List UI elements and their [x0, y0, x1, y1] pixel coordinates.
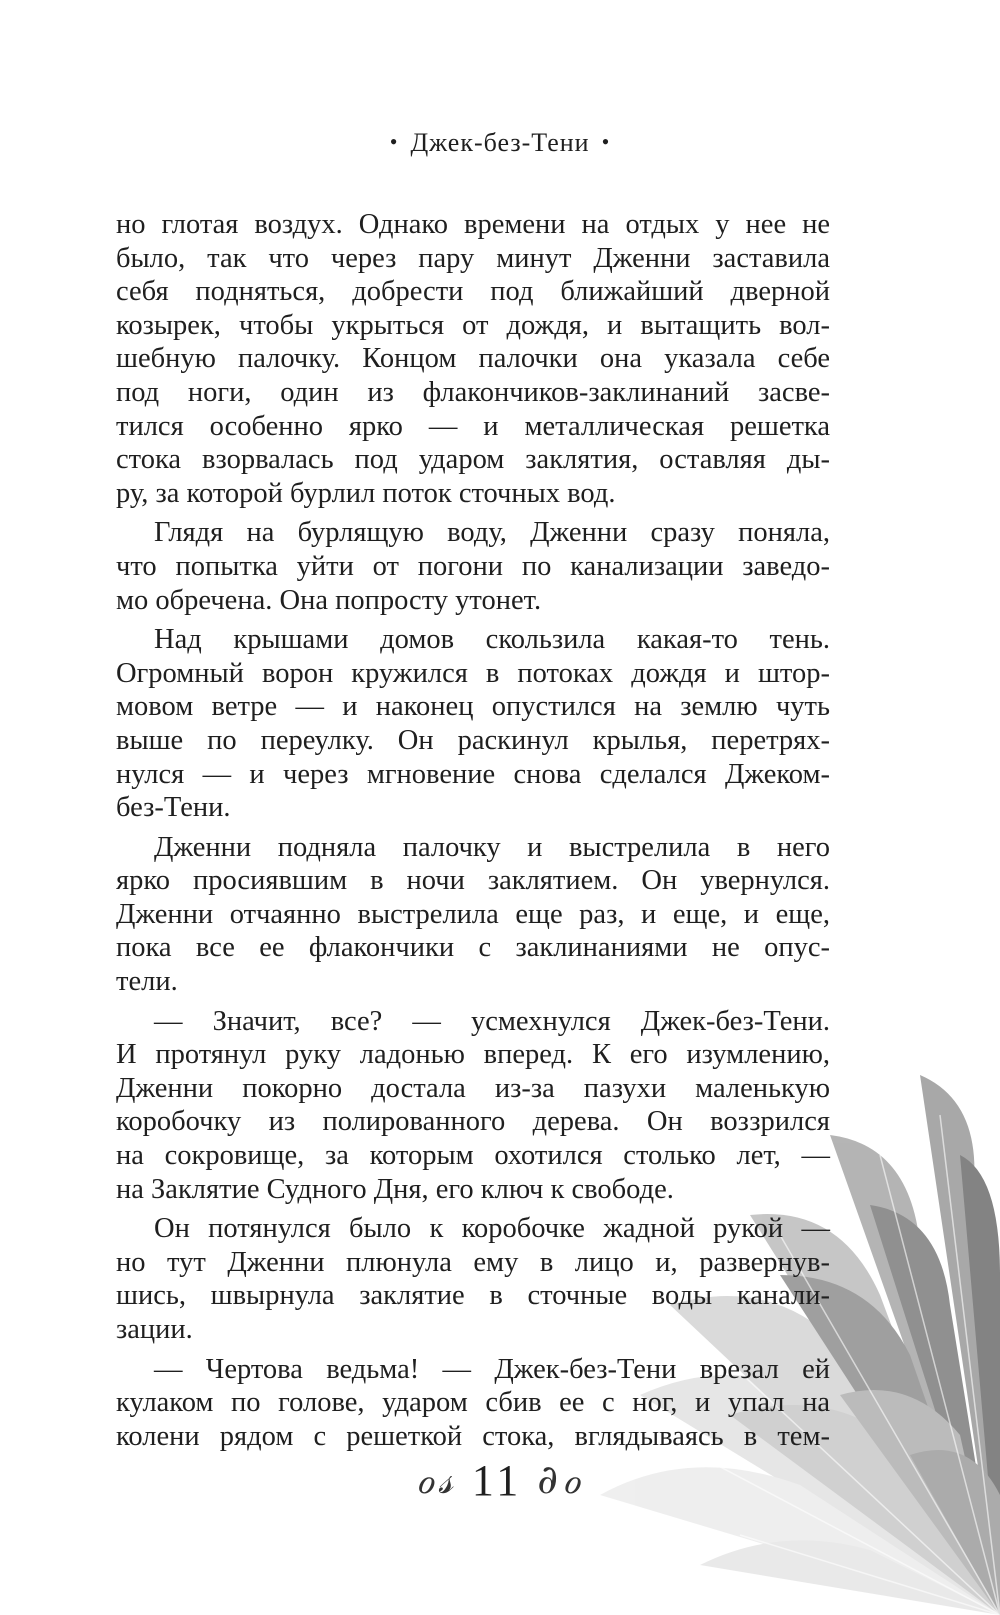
paragraph: [116, 1353, 830, 1454]
text-line: себя подняться, добрести под ближайший дверной: [116, 276, 830, 308]
text-line: И протянул руку ладонью вперед. К его изумлению,: [116, 1039, 830, 1071]
paragraph: [116, 831, 830, 999]
text-line: но тут Дженни плюнула ему в лицо и, развернув-: [116, 1246, 830, 1278]
header-bullet-right: •: [601, 129, 611, 154]
text-line: пока все ее флакончики с заклинаниями не опус-: [116, 932, 830, 964]
text-line: шись, швырнула заклятие в сточные воды канали-: [116, 1280, 830, 1312]
body-text: [116, 208, 830, 1459]
text-line: Глядя на бурлящую воду, Дженни сразу поняла,: [154, 517, 830, 549]
text-line: выше по переулку. Он раскинул крылья, перетрях-: [116, 724, 830, 756]
text-line: козырек, чтобы укрыться от дождя, и вытащить вол-: [116, 309, 830, 341]
text-line: но глотая воздух. Однако времени на отдых у нее не: [116, 209, 830, 240]
text-line: кулаком по голове, ударом сбив ее с ног, и упал на: [116, 1387, 830, 1419]
text-line: Дженни подняла палочку и выстрелила в него: [154, 831, 830, 863]
text-line: шебную палочку. Концом палочки она указала себе: [116, 343, 830, 375]
text-line: тился особенно ярко — и металлическая решетка: [116, 410, 830, 442]
text-line: нулся — и через мгновение снова сделался Джеком-: [116, 758, 830, 790]
text-line: Огромный ворон кружился в потоках дождя и штор-: [116, 657, 830, 689]
text-line: колени рядом с решеткой стока, вглядываясь в тем-: [116, 1420, 830, 1452]
book-title: Джек-без-Тени: [410, 128, 590, 157]
text-line: стока взорвалась под ударом заклятия, оставляя ды-: [116, 444, 830, 476]
text-line: тели.: [116, 966, 178, 998]
paragraph: [116, 623, 830, 825]
text-line: без-Тени.: [116, 792, 231, 824]
text-line: было, так что через пару минут Дженни заставила: [116, 242, 830, 274]
text-line: Дженни отчаянно выстрелила еще раз, и еще, и еще,: [116, 898, 830, 930]
text-line: Он потянулся было к коробочке жадной рукой —: [154, 1213, 830, 1245]
swash-ornament-left: ℴ𝓈: [415, 1457, 457, 1503]
text-line: зации.: [116, 1314, 193, 1345]
text-line: мовом ветре — и наконец опустился на землю чуть: [116, 691, 830, 723]
text-line: что попытка уйти от погони по канализации заведо-: [116, 550, 830, 582]
text-line: Дженни покорно достала из-за пазухи маленькую: [116, 1072, 830, 1104]
text-line: — Значит, все? — усмехнулся Джек-без-Тени.: [154, 1005, 830, 1037]
text-line: на Заклятие Судного Дня, его ключ к свободе.: [116, 1173, 674, 1205]
running-header: [0, 128, 1000, 158]
text-line: ру, за которой бурлил поток сточных вод.: [116, 477, 616, 509]
text-line: — Чертова ведьма! — Джек-без-Тени врезал ей: [154, 1353, 830, 1385]
text-line: под ноги, один из флакончиков-заклинаний засве-: [116, 376, 830, 408]
paragraph: [116, 516, 830, 617]
text-line: мо обречена. Она попросту утонет.: [116, 584, 542, 616]
header-bullet-left: •: [389, 129, 399, 154]
page-folio: [0, 1455, 1000, 1506]
paragraph: [116, 208, 830, 510]
text-line: Над крышами домов скользила какая-то тень.: [154, 624, 830, 656]
paragraph: [116, 1005, 830, 1207]
page-number: 11: [471, 1456, 523, 1505]
text-line: коробочку из полированного дерева. Он воззрился: [116, 1106, 830, 1138]
text-line: ярко просиявшим в ночи заклятием. Он увернулся.: [116, 865, 830, 897]
swash-ornament-right: ∂ℴ: [537, 1457, 585, 1503]
paragraph: [116, 1212, 830, 1346]
text-line: на сокровище, за которым охотился столько лет, —: [116, 1140, 830, 1172]
